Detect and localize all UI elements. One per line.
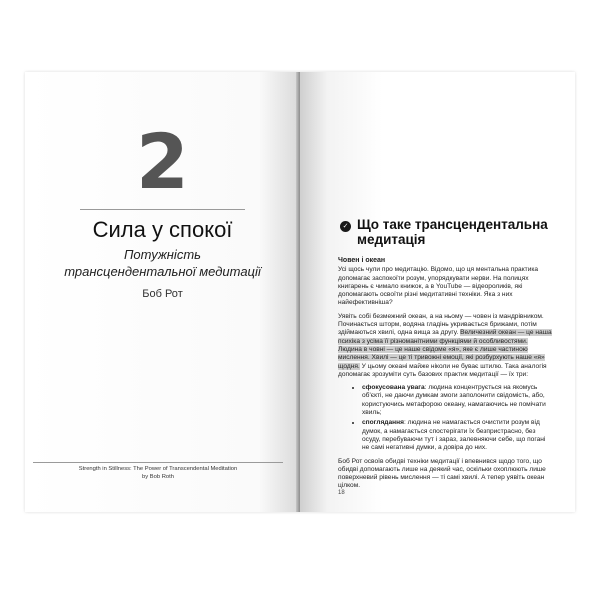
paragraph-2-end: У цьому океані майже ніколи не буває штилю. Така аналогія допомагає зрозуміти суть базових практик медитації — їх три: [338, 362, 547, 378]
list-item-text: : людина концентрується на якомусь об'єкті, не даючи думкам змоги заполонити свідомість, або, користуючись метафорою океану, намагаючись не помічати хвиль; [362, 384, 546, 417]
list-item [362, 419, 553, 452]
source-reference [33, 466, 283, 481]
subtitle-line-2: трансцендентальної медитації [64, 264, 261, 279]
chapter-author: Боб Рот [142, 288, 183, 300]
section-body [338, 257, 553, 496]
list-item [362, 384, 553, 417]
subtitle-line-1: Потужність [124, 247, 201, 262]
highlighted-passage: Величезний океан — це наша психіка з усіма її різноманітними функціями й особливостями. Людина в човні — це наше свідоме «я», яке є лише частиною мислення. Хвилі — це ті тривожні емоції, які розбурхують наше «я» щодня. [338, 329, 552, 370]
source-line-2: by Bob Roth [142, 473, 174, 480]
list-item-text: : людина не намагається очистити розум від думок, а намагається спостерігати їх безпристрасно, без осуду, перебуваючи тут і зараз, залевняючи себе, що погані не самі негативні думки, а довіра до них. [362, 419, 546, 452]
book-spread [25, 72, 575, 512]
source-line-1: Strength in Stillness: The Power of Transcendental Meditation [78, 466, 238, 472]
paragraph-2-start: Уявіть собі безмежний океан, а на ньому — човен із мандрівником. Починається шторм, водяна гладінь укривається брижами, потім здіймаються хвилі, одна вища за другу. [338, 312, 544, 337]
shield-icon: ✓ [340, 221, 351, 232]
subheading: Човен і океан [338, 257, 386, 264]
page-number: 18 [338, 490, 345, 496]
paragraph-2 [338, 313, 553, 379]
practice-list [338, 384, 553, 452]
source-divider [33, 462, 283, 463]
list-item-term: сфокусована увага [362, 384, 425, 392]
chapter-title: Сила у спокої [92, 217, 233, 242]
chapter-subtitle [25, 246, 300, 280]
paragraph-1: Усі щось чули про медитацію. Відомо, що ця ментальна практика допомагає заспокоїти розум, упорядкувати нерви. На полицях книгарень є чимало книжок, а в YouTube — відеороликів, які допомагають освоїти різні медитативні техніки. Яка з них найефективніша? [338, 266, 539, 307]
left-page [25, 72, 300, 512]
list-item-term: споглядання [362, 419, 404, 427]
section-title: Що таке трансцендентальна медитація [357, 217, 548, 247]
paragraph-3: Боб Рот освоїв обидві техніки медитації і впевнився щодо того, що обидві допомагають лише на деякий час, оскільки охоплюють лише поверхневий рівень мислення — ті самі хвилі. А тепер уявіть океан цілком. [338, 457, 546, 490]
right-page [300, 72, 575, 512]
title-divider [80, 209, 245, 210]
chapter-number: 2 [136, 117, 189, 206]
section-heading [340, 217, 550, 247]
